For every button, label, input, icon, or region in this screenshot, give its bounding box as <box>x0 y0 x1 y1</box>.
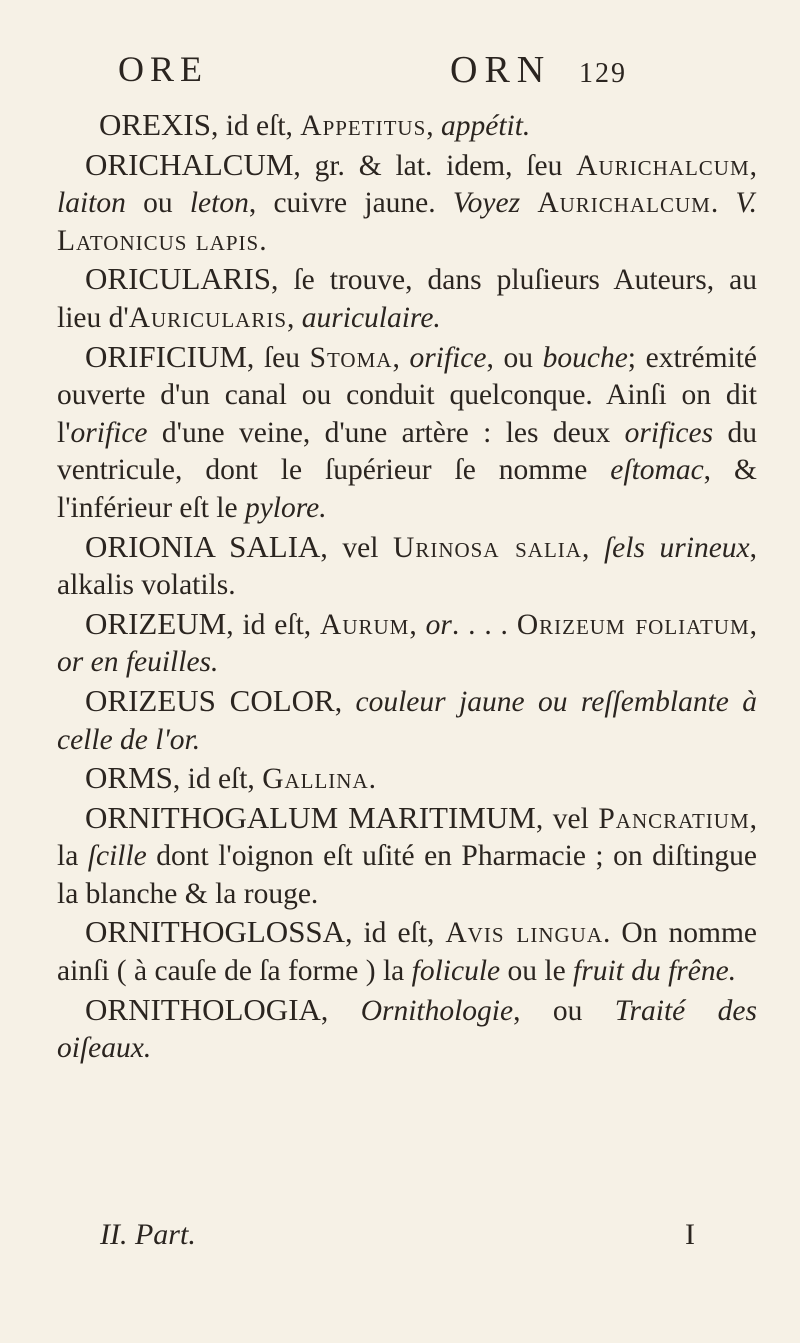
entry-headword: ORMS <box>85 760 173 796</box>
entry-orizeus-color: ORIZEUS COLOR, couleur jaune ou reſſemblante à celle de l'or. <box>57 682 758 756</box>
running-header <box>118 48 720 98</box>
entry-orizeum: ORIZEUM, id eſt, Aurum, or. . . . Orizeum foliatum, or en feuilles. <box>57 605 758 679</box>
entry-ornithogalum: ORNITHOGALUM MARITIMUM, vel Pancratium, la ſcille dont l'oignon eſt uſité en Pharmacie ; on diſtingue la blanche & la rouge. <box>57 799 758 910</box>
entry-headword: ORIONIA SALIA <box>85 528 321 564</box>
entry-headword: ORNITHOGALUM MARITIMUM <box>85 799 536 835</box>
page-footer <box>100 1218 720 1252</box>
entry-headword: ORIFICIUM <box>85 338 247 374</box>
entry-headword: ORICHALCUM <box>85 146 294 182</box>
entry-headword: ORIZEUS COLOR <box>85 682 335 718</box>
header-right: ORN <box>450 49 552 91</box>
dictionary-body <box>57 106 757 1068</box>
page-number: 129 <box>579 58 627 89</box>
entry-headword: ORNITHOLOGIA <box>85 991 321 1027</box>
signature-mark: I <box>685 1218 695 1251</box>
entry-orexis: OREXIS, id eſt, Appetitus, appétit. <box>99 107 531 142</box>
entry-orms: ORMS, id eſt, Gallina. <box>85 760 377 796</box>
header-left: ORE <box>118 49 208 89</box>
entry-ornithologia: ORNITHOLOGIA, Ornithologie, ou Traité des oiſeaux. <box>57 991 757 1065</box>
entry-headword: ORICULARIS <box>85 261 272 297</box>
entry-orionia-salia: ORIONIA SALIA, vel Urinosa salia, ſels urineux, alkalis volatils. <box>57 528 758 602</box>
entry-orificium: ORIFICIUM, ſeu Stoma, orifice, ou bouche; extrémité ouverte d'un canal ou conduit quelconque. Ainſi on dit l'orifice d'une veine, d'une artère : les deux orifices du ventricule, dont le ſupérieur ſe nomme eſtomac, & l'inférieur eſt le pylore. <box>57 338 758 524</box>
entry-headword: ORIZEUM <box>85 605 227 641</box>
entry-headword: ORNITHOGLOSSA <box>85 914 346 950</box>
part-label: II. Part. <box>100 1218 196 1251</box>
entry-orichalcum: ORICHALCUM, gr. & lat. idem, ſeu Aurichalcum, laiton ou leton, cuivre jaune. Voyez Aurichalcum. V. Latonicus lapis. <box>57 146 758 257</box>
entry-headword: OREXIS <box>99 107 211 142</box>
entry-ornithoglossa: ORNITHOGLOSSA, id eſt, Avis lingua. On nomme ainſi ( à cauſe de ſa forme ) la folicule ou le fruit du frêne. <box>57 914 757 988</box>
entry-oricularis: ORICULARIS, ſe trouve, dans pluſieurs Auteurs, au lieu d'Auricularis, auriculaire. <box>57 261 757 334</box>
